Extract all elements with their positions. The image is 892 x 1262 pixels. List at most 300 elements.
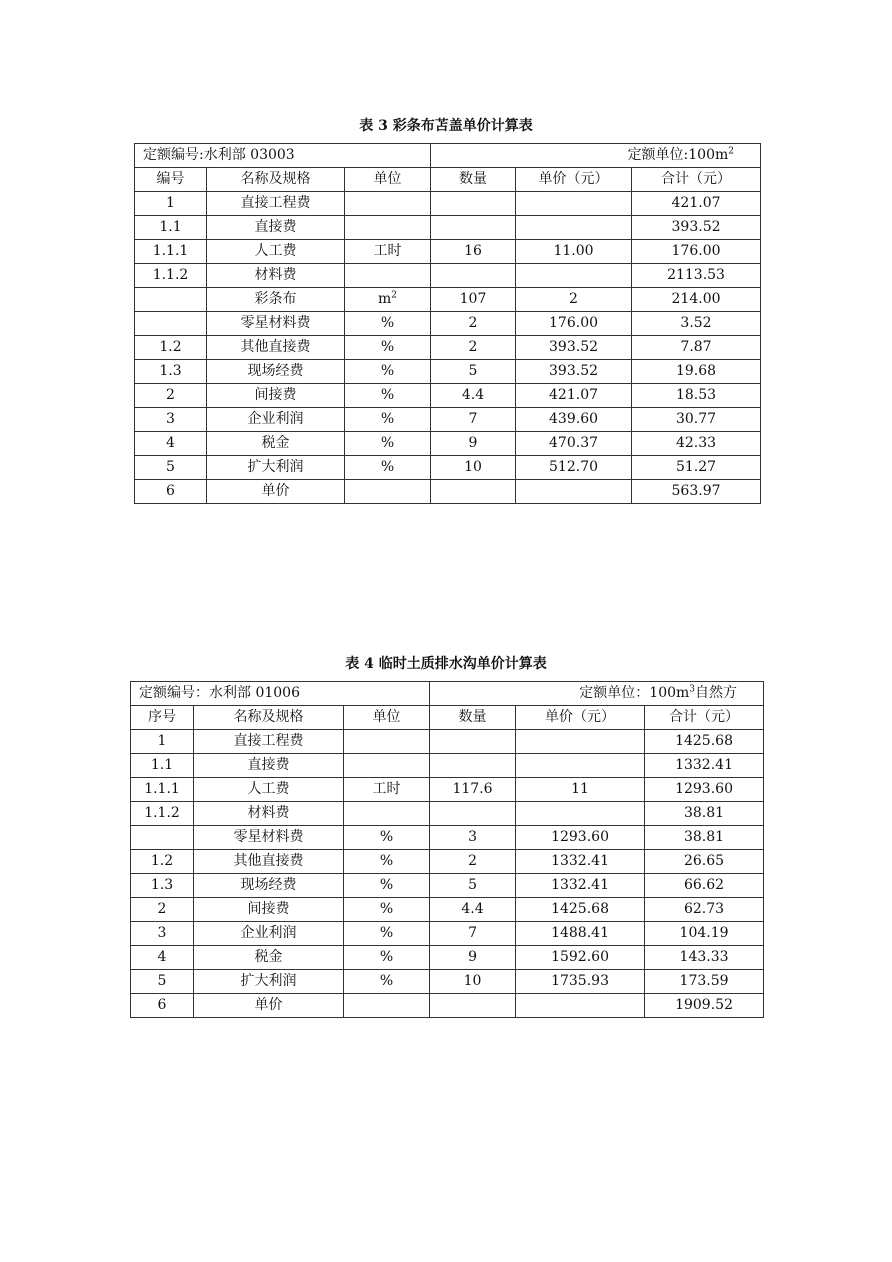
unit: % [379, 853, 394, 869]
header-cell: 单位 [345, 168, 431, 192]
unit: % [380, 435, 395, 451]
unit-price: 470.37 [549, 435, 599, 451]
total: 2113.53 [667, 267, 725, 283]
unit-price-cell [516, 946, 645, 970]
unit-cell [345, 432, 431, 456]
total: 18.53 [675, 387, 717, 403]
unit: % [379, 829, 394, 845]
total-cell [632, 288, 761, 312]
table-4-title: 表 4 临时土质排水沟单价计算表 [345, 656, 547, 672]
table-row [135, 192, 761, 216]
header-cell: 单价（元） [516, 168, 632, 192]
unit: % [380, 459, 395, 475]
table-3-unit-price-calculation [134, 143, 761, 504]
quantity-cell [431, 288, 516, 312]
row-number: 2 [166, 387, 175, 403]
quantity-cell [430, 802, 516, 826]
unit-price-cell [516, 754, 645, 778]
row-number: 1.2 [159, 339, 182, 355]
item-name-cell [207, 264, 345, 288]
quantity: 4.4 [461, 387, 485, 403]
unit-price-cell [516, 994, 645, 1018]
total-cell [632, 408, 761, 432]
item-name: 人工费 [254, 243, 297, 259]
unit-cell [344, 946, 430, 970]
total: 51.27 [675, 459, 717, 475]
total-cell [632, 192, 761, 216]
item-name: 单价 [254, 997, 283, 1013]
unit-price: 393.52 [549, 363, 599, 379]
table-row [131, 946, 764, 970]
row-number-cell [131, 730, 194, 754]
item-name: 直接工程费 [240, 195, 311, 211]
quantity: 4.4 [461, 901, 484, 917]
item-name-cell [194, 946, 344, 970]
item-name-cell [207, 192, 345, 216]
quota-unit-exponent: 3 [689, 684, 696, 695]
quantity: 2 [468, 315, 478, 331]
row-number: 1.3 [150, 877, 174, 893]
row-number-cell [131, 802, 194, 826]
table-3-body [135, 192, 761, 504]
item-name-cell [194, 970, 344, 994]
quantity-cell [431, 192, 516, 216]
unit-price-cell [516, 922, 645, 946]
item-name-cell [207, 312, 345, 336]
row-number-cell [135, 288, 207, 312]
total-cell [645, 898, 764, 922]
header-cell: 数量 [430, 706, 516, 730]
row-number-cell [131, 922, 194, 946]
row-number: 5 [166, 459, 175, 475]
unit-price-cell [516, 874, 645, 898]
item-name: 单价 [261, 483, 290, 499]
table-row [135, 408, 761, 432]
unit-cell [345, 264, 431, 288]
unit-cell [344, 970, 430, 994]
quantity-cell [431, 240, 516, 264]
row-number-cell [135, 336, 207, 360]
unit: 工时 [373, 243, 402, 259]
quota-code: 定额编号：水利部 01006 [131, 682, 430, 706]
item-name-cell [207, 384, 345, 408]
item-name: 企业利润 [240, 925, 297, 941]
row-number: 2 [157, 901, 167, 917]
row-number-cell [135, 360, 207, 384]
unit-price-cell [516, 408, 632, 432]
total-cell [645, 778, 764, 802]
unit-cell [345, 240, 431, 264]
total: 1425.68 [675, 733, 733, 749]
total-cell [645, 754, 764, 778]
unit-price: 1735.93 [551, 973, 609, 989]
table-row [135, 312, 761, 336]
item-name: 零星材料费 [240, 315, 311, 331]
row-number-cell [135, 240, 207, 264]
quantity-cell [430, 970, 516, 994]
quantity-cell [430, 898, 516, 922]
quantity: 9 [468, 435, 478, 451]
quantity-cell [431, 264, 516, 288]
total-cell [645, 994, 764, 1018]
unit-price-cell [516, 336, 632, 360]
total-cell [632, 240, 761, 264]
unit-cell [345, 216, 431, 240]
row-number-cell [135, 456, 207, 480]
item-name: 直接费 [254, 219, 297, 235]
unit-price-cell [516, 432, 632, 456]
quantity-cell [430, 754, 516, 778]
unit-price-cell [516, 288, 632, 312]
table-4-unit-price-calculation [130, 681, 764, 1018]
item-name-cell [207, 288, 345, 312]
unit-price-cell [516, 384, 632, 408]
item-name-cell [194, 994, 344, 1018]
unit-price: 11.00 [553, 243, 594, 259]
quota-unit-exponent: 2 [728, 146, 735, 157]
quantity: 7 [468, 411, 478, 427]
item-name-cell [207, 360, 345, 384]
item-name: 间接费 [254, 387, 297, 403]
total: 30.77 [675, 411, 717, 427]
header-cell: 单价（元） [516, 706, 645, 730]
total-cell [632, 264, 761, 288]
total-cell [632, 480, 761, 504]
unit-cell [344, 850, 430, 874]
unit-price: 439.60 [549, 411, 599, 427]
unit-price-cell [516, 826, 645, 850]
item-name: 企业利润 [247, 411, 304, 427]
quantity-cell [431, 336, 516, 360]
quantity: 10 [464, 459, 482, 475]
unit-price-cell [516, 216, 632, 240]
total-cell [645, 874, 764, 898]
item-name: 零星材料费 [233, 829, 304, 845]
unit-price-cell [516, 456, 632, 480]
item-name-cell [207, 240, 345, 264]
item-name: 间接费 [247, 901, 290, 917]
header-cell: 编号 [135, 168, 207, 192]
quota-unit [430, 682, 764, 706]
total-cell [645, 970, 764, 994]
table-row [131, 826, 764, 850]
unit-cell [345, 336, 431, 360]
row-number: 1 [157, 733, 167, 749]
unit-price: 176.00 [549, 315, 599, 331]
unit-price: 393.52 [549, 339, 599, 355]
item-name-cell [194, 850, 344, 874]
unit-price: 11 [571, 781, 589, 797]
unit-cell [344, 874, 430, 898]
row-number-cell [135, 432, 207, 456]
unit-cell [344, 898, 430, 922]
unit: % [380, 387, 395, 403]
row-number: 1 [166, 195, 175, 211]
unit-price: 1332.41 [551, 853, 609, 869]
item-name: 直接费 [247, 757, 290, 773]
total-cell [632, 456, 761, 480]
total-cell [632, 312, 761, 336]
row-number-cell [135, 264, 207, 288]
row-number-cell [131, 898, 194, 922]
unit-cell [345, 456, 431, 480]
unit-price: 1592.60 [551, 949, 609, 965]
quota-unit-suffix: 自然方 [695, 685, 738, 701]
unit-price: 1332.41 [551, 877, 609, 893]
total: 1332.41 [675, 757, 733, 773]
total: 38.81 [683, 805, 725, 821]
header-row [131, 706, 764, 730]
item-name-cell [194, 874, 344, 898]
unit-cell [344, 802, 430, 826]
quantity: 10 [463, 973, 482, 989]
total-cell [632, 360, 761, 384]
row-number-cell [131, 874, 194, 898]
table-row [135, 360, 761, 384]
total-cell [645, 922, 764, 946]
quantity: 2 [468, 339, 478, 355]
item-name-cell [207, 216, 345, 240]
item-name-cell [194, 754, 344, 778]
unit-price-cell [516, 312, 632, 336]
item-name: 材料费 [254, 267, 297, 283]
quota-code: 定额编号:水利部 03003 [135, 144, 431, 168]
quantity-cell [430, 850, 516, 874]
total: 104.19 [679, 925, 729, 941]
table-row [135, 336, 761, 360]
quantity: 9 [468, 949, 477, 965]
item-name-cell [194, 898, 344, 922]
unit-cell [345, 360, 431, 384]
total: 1909.52 [675, 997, 733, 1013]
table-row [131, 850, 764, 874]
table-3-title: 表 3 彩条布苫盖单价计算表 [359, 118, 533, 134]
row-number-cell [131, 778, 194, 802]
row-number: 1.3 [159, 363, 182, 379]
row-number-cell [135, 408, 207, 432]
quota-info-row [131, 682, 764, 706]
total: 42.33 [675, 435, 717, 451]
table-row [135, 240, 761, 264]
total: 214.00 [671, 291, 721, 307]
header-cell: 序号 [131, 706, 194, 730]
row-number-cell [131, 754, 194, 778]
total-cell [645, 946, 764, 970]
row-number-cell [131, 994, 194, 1018]
quantity-cell [430, 922, 516, 946]
row-number: 1.1.2 [152, 267, 189, 283]
row-number-cell [131, 850, 194, 874]
total: 143.33 [679, 949, 729, 965]
table-row [135, 456, 761, 480]
total-cell [632, 216, 761, 240]
unit-price: 1425.68 [551, 901, 609, 917]
unit-exponent: 2 [391, 290, 398, 301]
item-name: 其他直接费 [240, 339, 311, 355]
unit-cell [344, 826, 430, 850]
unit-cell [345, 408, 431, 432]
header-cell: 名称及规格 [194, 706, 344, 730]
item-name: 彩条布 [254, 291, 297, 307]
quantity: 107 [459, 291, 487, 307]
table-4-body [131, 730, 764, 1018]
item-name: 税金 [254, 949, 283, 965]
row-number-cell [135, 384, 207, 408]
row-number-cell [131, 946, 194, 970]
unit: 工时 [372, 781, 401, 797]
quantity-cell [430, 946, 516, 970]
unit-cell [344, 778, 430, 802]
quantity-cell [430, 994, 516, 1018]
row-number: 1.2 [150, 853, 174, 869]
row-number: 4 [157, 949, 167, 965]
item-name: 其他直接费 [233, 853, 304, 869]
header-cell: 合计（元） [645, 706, 764, 730]
unit-price: 1488.41 [551, 925, 609, 941]
unit-cell [344, 922, 430, 946]
table-row [131, 922, 764, 946]
table-row [135, 384, 761, 408]
table-row [131, 994, 764, 1018]
row-number: 6 [166, 483, 175, 499]
unit-cell [345, 480, 431, 504]
quantity: 3 [468, 829, 477, 845]
header-cell: 名称及规格 [207, 168, 345, 192]
table-row [135, 480, 761, 504]
unit-cell [344, 730, 430, 754]
table-row [131, 874, 764, 898]
item-name-cell [207, 408, 345, 432]
header-row [135, 168, 761, 192]
total: 26.65 [683, 853, 725, 869]
item-name: 材料费 [247, 805, 290, 821]
quota-unit-text: 定额单位：100m [579, 685, 690, 701]
total: 173.59 [679, 973, 729, 989]
table-row [131, 802, 764, 826]
total: 421.07 [671, 195, 721, 211]
row-number: 3 [166, 411, 175, 427]
unit-price: 512.70 [549, 459, 599, 475]
table-row [131, 898, 764, 922]
table-row [131, 970, 764, 994]
row-number-cell [135, 480, 207, 504]
total: 66.62 [683, 877, 725, 893]
item-name: 人工费 [247, 781, 290, 797]
quantity-cell [431, 360, 516, 384]
quantity: 5 [468, 877, 477, 893]
quantity: 2 [468, 853, 477, 869]
header-cell: 合计（元） [632, 168, 761, 192]
quantity-cell [431, 312, 516, 336]
total-cell [645, 730, 764, 754]
row-number: 1.1.2 [144, 805, 180, 821]
unit: % [379, 973, 394, 989]
row-number: 1.1 [159, 219, 182, 235]
quantity-cell [430, 778, 516, 802]
unit-cell [345, 192, 431, 216]
unit: % [380, 363, 395, 379]
item-name-cell [194, 802, 344, 826]
unit-price-cell [516, 970, 645, 994]
quantity: 16 [464, 243, 482, 259]
total: 38.81 [683, 829, 725, 845]
table-row [131, 778, 764, 802]
item-name: 现场经费 [240, 877, 297, 893]
unit: % [380, 315, 395, 331]
unit-price-cell [516, 264, 632, 288]
total: 7.87 [680, 339, 712, 355]
table-row [135, 216, 761, 240]
row-number-cell [131, 826, 194, 850]
unit-price-cell [516, 802, 645, 826]
item-name-cell [207, 480, 345, 504]
unit: % [380, 339, 395, 355]
unit-price: 421.07 [549, 387, 599, 403]
row-number: 3 [157, 925, 167, 941]
header-cell: 数量 [431, 168, 516, 192]
table-row [135, 264, 761, 288]
row-number-cell [135, 312, 207, 336]
unit: m [378, 291, 392, 307]
unit-price-cell [516, 778, 645, 802]
quantity-cell [430, 730, 516, 754]
item-name: 扩大利润 [247, 459, 304, 475]
row-number-cell [131, 970, 194, 994]
quantity: 5 [468, 363, 478, 379]
quota-unit [431, 144, 761, 168]
quantity: 117.6 [452, 781, 493, 797]
quantity-cell [431, 408, 516, 432]
header-cell: 单位 [344, 706, 430, 730]
total-cell [645, 850, 764, 874]
table-row [135, 432, 761, 456]
quantity-cell [431, 432, 516, 456]
quantity-cell [430, 826, 516, 850]
unit: % [379, 877, 394, 893]
unit-cell [344, 754, 430, 778]
quota-unit-text: 定额单位:100m [627, 147, 729, 163]
item-name: 扩大利润 [240, 973, 297, 989]
unit-cell [345, 288, 431, 312]
unit-price: 1293.60 [551, 829, 609, 845]
total: 393.52 [671, 219, 721, 235]
total-cell [632, 432, 761, 456]
quantity: 7 [468, 925, 477, 941]
table-row [135, 288, 761, 312]
row-number: 5 [157, 973, 167, 989]
total: 62.73 [683, 901, 725, 917]
item-name: 税金 [261, 435, 290, 451]
unit-price: 2 [569, 291, 578, 307]
total: 19.68 [675, 363, 717, 379]
item-name-cell [194, 826, 344, 850]
total-cell [645, 802, 764, 826]
unit-price-cell [516, 850, 645, 874]
unit: % [379, 949, 394, 965]
item-name-cell [194, 922, 344, 946]
total: 563.97 [671, 483, 721, 499]
unit: % [380, 411, 395, 427]
row-number-cell [135, 192, 207, 216]
total: 176.00 [671, 243, 721, 259]
row-number: 1.1.1 [152, 243, 189, 259]
row-number: 4 [166, 435, 175, 451]
unit: % [379, 901, 394, 917]
quantity-cell [431, 480, 516, 504]
total: 1293.60 [675, 781, 733, 797]
quantity-cell [431, 384, 516, 408]
row-number: 1.1.1 [144, 781, 180, 797]
